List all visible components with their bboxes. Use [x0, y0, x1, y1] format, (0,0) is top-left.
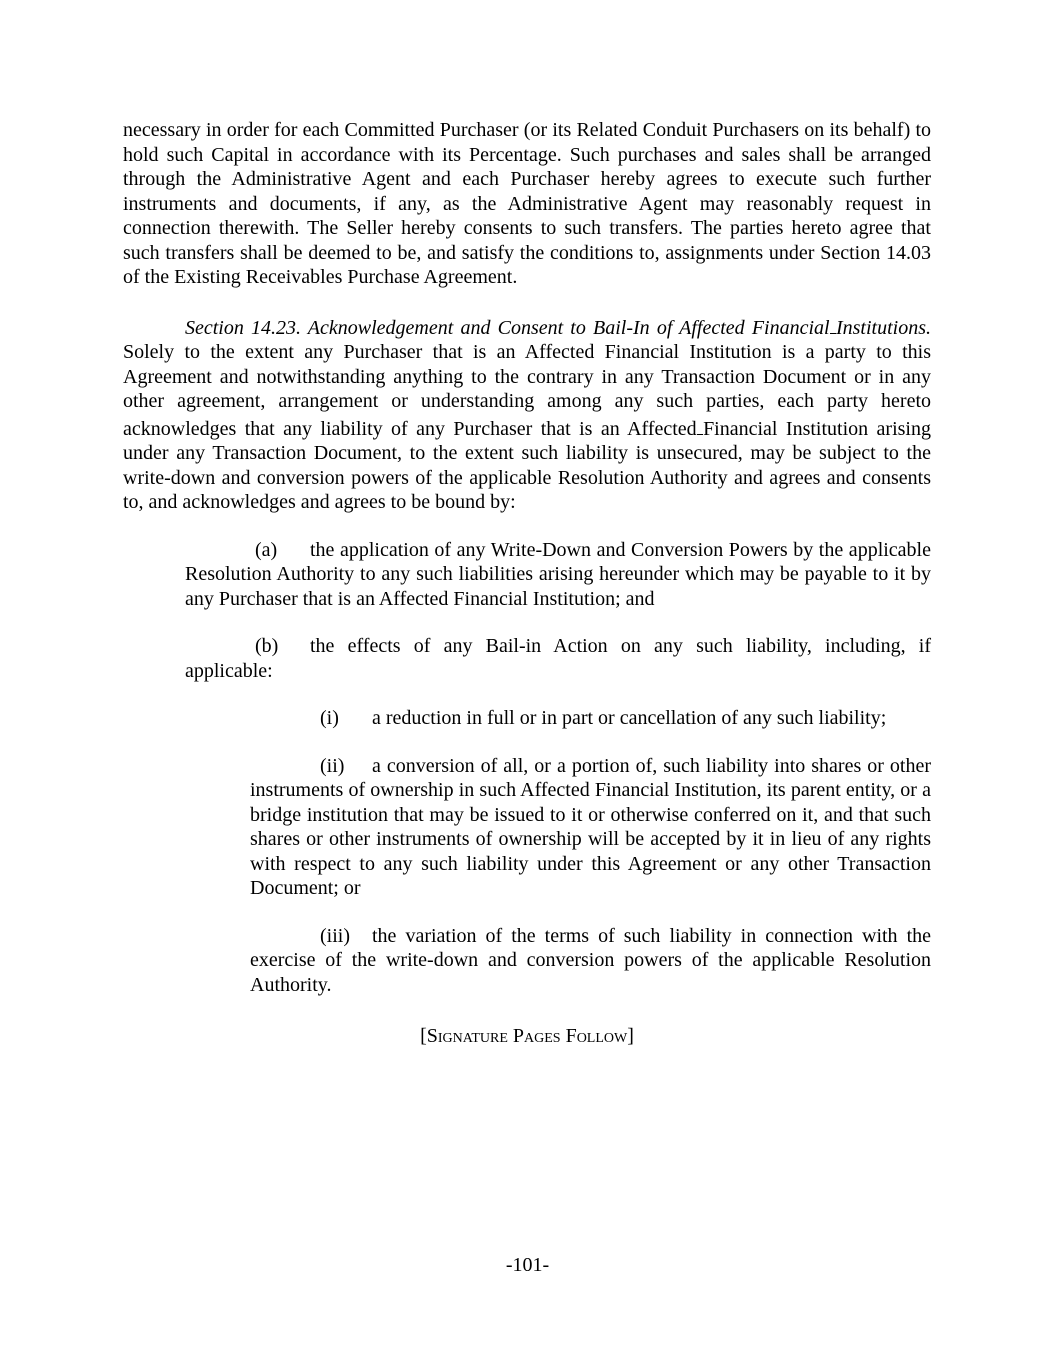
sublist-item-i-text: a reduction in full or in part or cancellation of any such liability;	[372, 707, 887, 729]
sublist-item-ii-text: a conversion of all, or a portion of, such liability into shares or other instruments of ownership in such Affected Financial Institution, its parent entity, or a bridge institution that may be issued to it or otherwise conferred on it, and that such shares or other instruments of ownership will be accepted by it in lieu of any rights with respect to any such liability under this Agreement or any other Transaction Document; or	[250, 754, 931, 899]
sublist-item-iii-text: the variation of the terms of such liability in connection with the exercise of the write-down and conversion powers of the applicable Resolution Authority.	[250, 924, 931, 996]
list-item-b	[185, 634, 931, 683]
list-item-a-label: (a)	[255, 538, 278, 561]
list-item-b-label: (b)	[255, 635, 279, 657]
section-body-end: Financial Institution arising under any Transaction Document, to the extent such liability is unsecured, may be subject to the write-down and conversion powers of the applicable Resolution Authority and agrees and consents to, and acknowledges and agrees to be bound by:	[123, 417, 931, 513]
sublist-item-ii-label: (ii)	[320, 754, 345, 777]
list-item-b-text: the effects of any Bail-in Action on any such liability, including, if applicable:	[185, 635, 931, 682]
section-heading-end: Institutions.	[835, 316, 931, 339]
section-body-start: Solely to the extent any Purchaser that is an Affected Financial Institution is a party to this Agreement and notwithstanding anything to the contrary in any Transaction Document or in any other agreement, arrangement or understanding among any such parties, each party hereto acknowledges that any liability of any Purchaser that is an Affected	[123, 341, 931, 440]
paragraph-continuation: necessary in order for each Committed Purchaser (or its Related Conduit Purchasers on its behalf) to hold such Capital in accordance with its Percentage. Such purchases and sales shall be arranged through the Administrative Agent and each Purchaser hereby agrees to execute such further instruments and documents, if any, as the Administrative Agent may reasonably request in connection therewith. The Seller hereby consents to such transfers. The parties hereto agree that such transfers shall be deemed to be, and satisfy the conditions to, assignments under Section 14.03 of the Existing Receivables Purchase Agreement.	[123, 119, 931, 288]
signature-pages-notice: [Signature Pages Follow]	[420, 1025, 634, 1047]
page-number: -101-	[505, 1254, 550, 1276]
sublist-item-i	[250, 706, 931, 731]
sublist-item-ii	[250, 754, 931, 901]
list-item-a-text: the application of any Write-Down and Conversion Powers by the applicable Resolution Authority to any such liabilities arising hereunder which may be payable to it by any Purchaser that is an Affected Financial Institution; and	[185, 538, 931, 610]
section-14-23-paragraph	[123, 313, 931, 515]
sublist-item-i-label: (i)	[320, 707, 339, 729]
sublist-item-iii-label: (iii)	[320, 924, 350, 947]
list-item-a	[185, 538, 931, 612]
section-heading: Section 14.23. Acknowledgement and Consent to Bail-In of Affected Financial	[185, 316, 830, 339]
sublist-item-iii	[250, 924, 931, 998]
